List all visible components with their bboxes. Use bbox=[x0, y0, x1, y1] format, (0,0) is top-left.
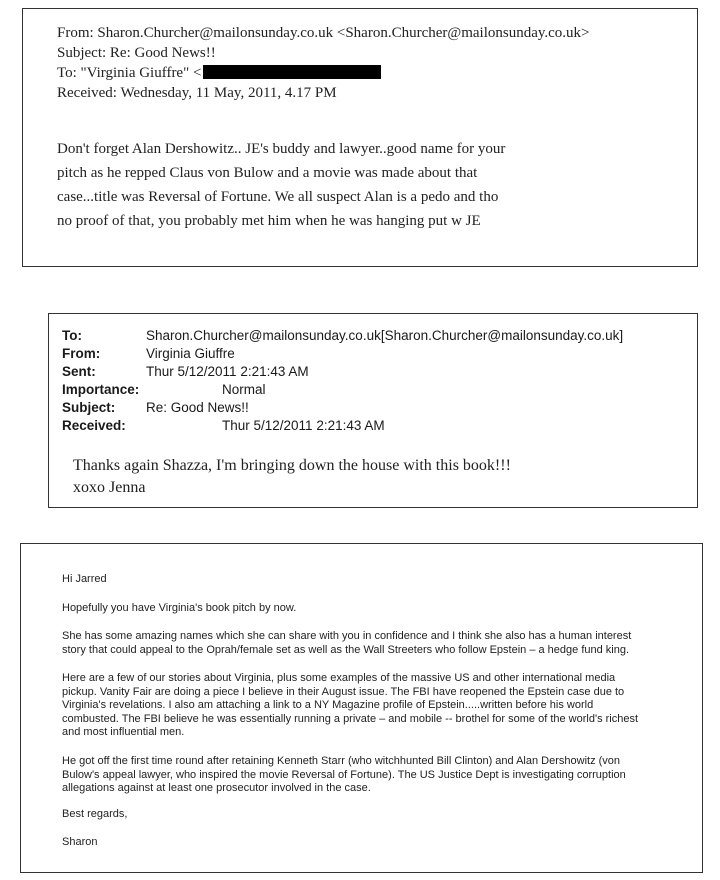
email-1-to bbox=[57, 63, 590, 83]
email-2-subject-value: Re: Good News!! bbox=[146, 400, 249, 415]
email-3-paragraph-1: Hopefully you have Virginia's book pitch by now. bbox=[62, 602, 297, 614]
email-1-body-line: Don't forget Alan Dershowitz.. JE's buddy and lawyer..good name for your bbox=[57, 141, 506, 157]
email-3-paragraph-2 bbox=[62, 630, 682, 657]
email-2-subject-row bbox=[62, 400, 249, 415]
email-3-line: He got off the first time round after retaining Kenneth Starr (who witchhunted Bill Clinton) and Alan Dershowitz (von bbox=[62, 755, 621, 767]
email-3-line: story that could appeal to the Oprah/female set as well as the Wall Streeters who follow Epstein – a hedge fund king. bbox=[62, 643, 630, 656]
email-2-received-row bbox=[62, 418, 385, 433]
email-3-greeting: Hi Jarred bbox=[62, 573, 107, 585]
redaction-bar bbox=[203, 65, 381, 79]
email-2-importance-label: Importance: bbox=[62, 382, 140, 397]
email-3-signature: Sharon bbox=[62, 836, 98, 848]
email-1-subject: Subject: Re: Good News!! bbox=[57, 45, 216, 61]
email-excerpt-1 bbox=[22, 8, 698, 267]
email-1-body-line: pitch as he repped Claus von Bulow and a movie was made about that bbox=[57, 165, 478, 181]
email-2-sent-value: Thur 5/12/2011 2:21:43 AM bbox=[146, 364, 309, 379]
email-2-received-value: Thur 5/12/2011 2:21:43 AM bbox=[222, 418, 385, 433]
email-3-line: and most influential men. bbox=[62, 726, 185, 738]
email-1-body-line: no proof of that, you probably met him when he was hanging put w JE bbox=[57, 213, 481, 229]
email-3-line: Here are a few of our stories about Virginia, plus some examples of the massive US and other international media bbox=[62, 672, 616, 684]
email-2-importance-value: Normal bbox=[222, 382, 266, 397]
email-1-body bbox=[57, 137, 667, 233]
email-2-message-line-1: Thanks again Shazza, I'm bringing down the house with this book!!! bbox=[73, 457, 511, 474]
email-3-line: She has some amazing names which she can share with you in confidence and I think she also has a human interest bbox=[62, 630, 632, 642]
email-2-to-label: To: bbox=[62, 328, 82, 343]
email-2-from-value: Virginia Giuffre bbox=[146, 346, 235, 361]
email-1-body-line: case...title was Reversal of Fortune. We all suspect Alan is a pedo and tho bbox=[57, 189, 499, 205]
email-3-paragraph-3 bbox=[62, 672, 682, 740]
email-2-sent-label: Sent: bbox=[62, 364, 96, 379]
email-2-from-row bbox=[62, 346, 235, 361]
email-2-subject-label: Subject: bbox=[62, 400, 116, 415]
email-excerpt-3 bbox=[20, 543, 703, 873]
email-2-from-label: From: bbox=[62, 346, 101, 361]
email-3-line: Virginia's revelations. I also am attaching a link to a NY Magazine profile of Epstein.....written before his world bbox=[62, 699, 594, 711]
email-excerpt-2 bbox=[48, 313, 698, 508]
email-1-from: From: Sharon.Churcher@mailonsunday.co.uk <Sharon.Churcher@mailonsunday.co.uk> bbox=[57, 25, 590, 41]
email-2-sent-row bbox=[62, 364, 309, 379]
email-3-paragraph-4 bbox=[62, 755, 682, 796]
email-3-line: allegations against at least one prosecutor involved in the case. bbox=[62, 782, 371, 794]
email-3-line: pickup. Vanity Fair are doing a piece I believe in their August issue. The FBI have reopened the Epstein case due to bbox=[62, 685, 625, 698]
email-1-header bbox=[57, 23, 590, 103]
email-3-closing: Best regards, bbox=[62, 808, 128, 820]
email-1-to-text: To: "Virginia Giuffre" < bbox=[57, 65, 202, 81]
email-2-to-value: Sharon.Churcher@mailonsunday.co.uk[Sharon.Churcher@mailonsunday.co.uk] bbox=[146, 328, 624, 343]
email-2-to-row bbox=[62, 328, 624, 343]
email-2-received-label: Received: bbox=[62, 418, 126, 433]
email-1-received: Received: Wednesday, 11 May, 2011, 4.17 PM bbox=[57, 85, 337, 101]
email-3-line: combusted. The FBI believe he was essentially running a private – and mobile -- brothel for some of the world's richest bbox=[62, 712, 639, 725]
email-2-message-line-2: xoxo Jenna bbox=[73, 479, 146, 496]
email-2-importance-row bbox=[62, 382, 266, 397]
email-3-line: Bulow's appeal lawyer, who inspired the movie Reversal of Fortune). The US Justice Dept is investigating corruption bbox=[62, 768, 626, 781]
